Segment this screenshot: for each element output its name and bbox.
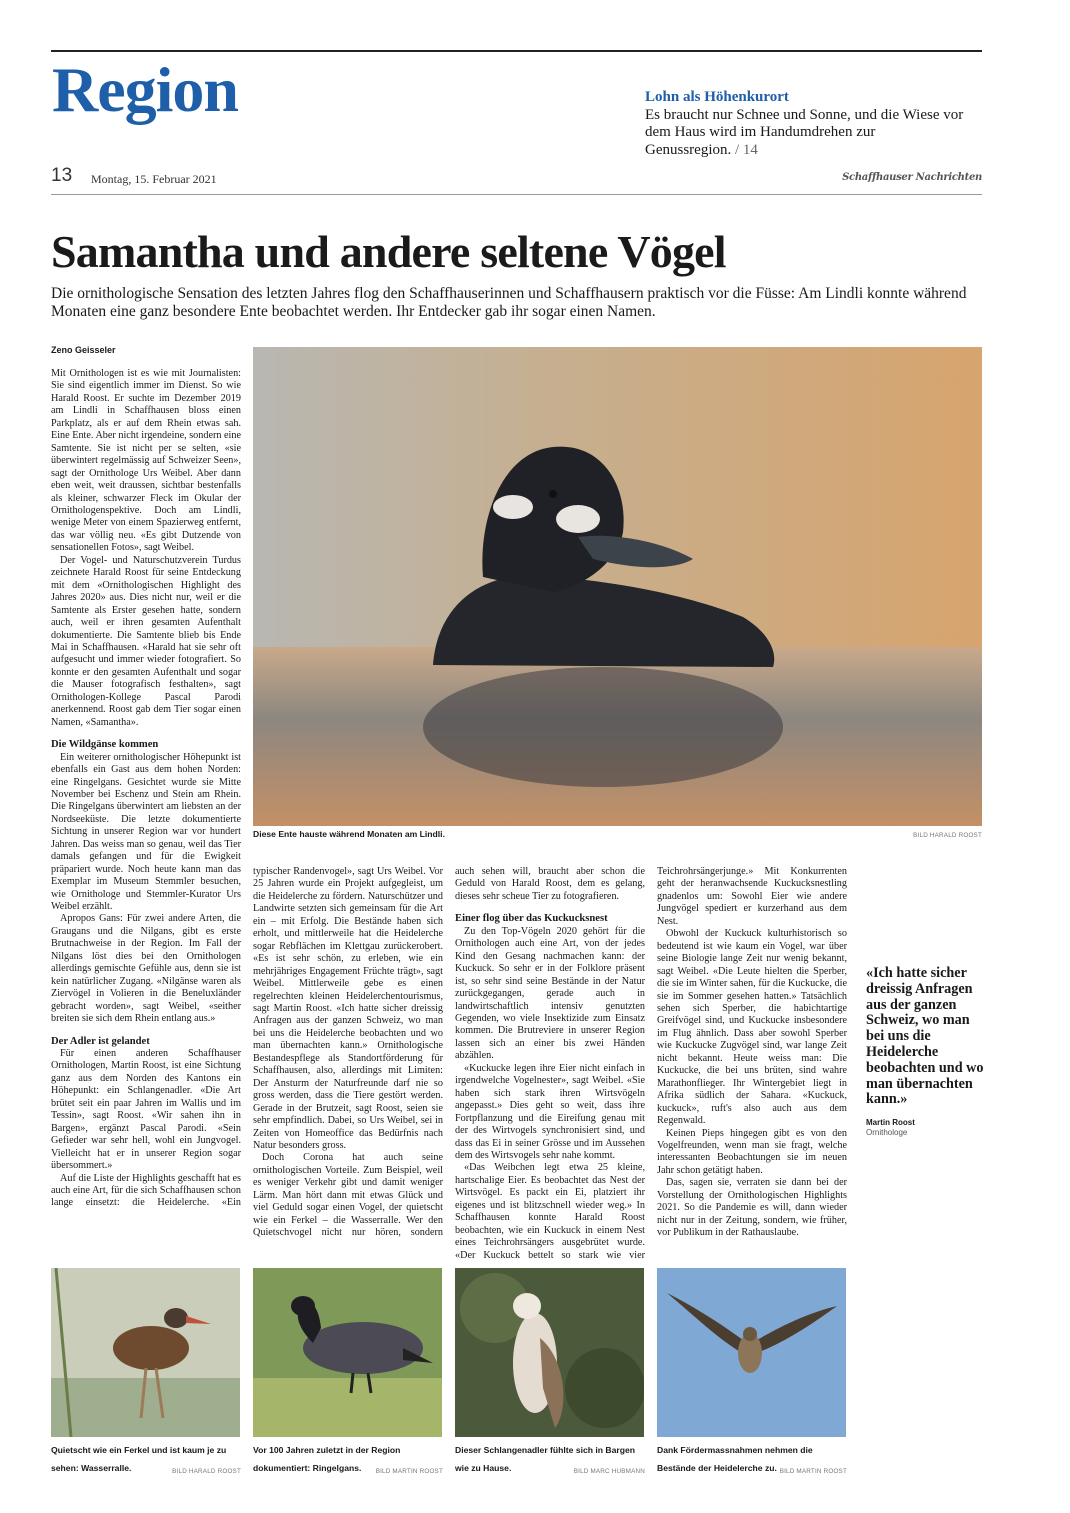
teaser-text: Es braucht nur Schnee und Sonne, und die Wiese vor dem Haus wird im Handumdrehen zur Genussregion. bbox=[645, 106, 964, 158]
paragraph: auch sehen will, braucht aber schon die Geduld von Harald Roost, dem es gelang, dieses sehr scheue Tier zu fotografieren. bbox=[455, 866, 645, 902]
caption-text: Quietscht wie ein Ferkel und ist kaum je zu sehen: Wasserralle. bbox=[51, 1445, 227, 1473]
byline: Zeno Geisseler bbox=[51, 345, 116, 355]
teaser-kicker: Lohn als Höhenkurort bbox=[645, 89, 789, 105]
article-column-1 bbox=[51, 368, 241, 1210]
paragraph: Mit Ornithologen ist es wie mit Journalisten: Sie sind eigentlich immer im Dienst. So wie Harald Roost. Er suchte im Dezember 2019 am Lindli in Schaffhausen bloss einen Parkplatz, als er auf dem Rhein etwas sah. Eine Ente. Aber nicht irgendeine, sondern eine Samtente. Sie ist nicht per se selten, «sie überwintert regelmässig auf Schweizer Seen», sagt der Ornithologe Urs Weibel. Aber dann eben weit, weit draussen, sichtbar bestenfalls als kleiner, schwarzer Fleck im Okular der Ornithologenspektive. Doch am Lindli, wenige Meter von einem Spazierweg entfernt, das war völlig neu. «Es gibt Dutzende von sensationellen Fotos», sagt Weibel. bbox=[51, 368, 241, 554]
article-column-4 bbox=[657, 866, 847, 1240]
photo-short-toed-eagle bbox=[455, 1268, 644, 1437]
main-photo-velvet-scoter bbox=[253, 347, 982, 826]
caption-text: Vor 100 Jahren zuletzt in der Region dokumentiert: Ringelgans. bbox=[253, 1445, 401, 1473]
paragraph: Ein weiterer ornithologischer Höhepunkt ist ebenfalls ein Gast aus dem hohen Norden: eine Ringelgans. Gesichtet wurde sie Mitte November bei Eschenz und Stein am Rhein. Die Ringelgans überwintert am liebsten an der Nordseeküste. Die letzte dokumentierte Sichtung in unserer Region war vor hundert Jahren. Das weiss man so genau, weil das Tier damals gefangen und für die Ewigkeit präpariert wurde. Noch heute kann man das Exemplar im Museum Stemmler besuchen, wie Ornithologe und Stemmler-Kurator Urs Weibel erzählt. bbox=[51, 751, 241, 913]
paragraph: Keinen Pieps hingegen gibt es von den Vogelfreunden, wenn man sie fragt, welche interessanten Beobachtungen sie im neuen Jahr schon getätigt haben. bbox=[657, 1127, 847, 1176]
pull-quote: «Ich hatte sicher dreissig Anfragen aus der ganzen Schweiz, wo man bei uns die Heidelerche beobachten und wo man übernachten kann.» bbox=[866, 965, 984, 1108]
photo-credit: BILD MARTIN ROOST bbox=[375, 1468, 443, 1475]
pull-quote-author: Martin Roost bbox=[866, 1118, 915, 1127]
paragraph: Auf die Liste der Highlights geschafft hat es auch eine Art, für die sich Schaffhausen schon lange einsetzt: die Heidelerche. «Ein bbox=[51, 1172, 241, 1209]
teaser[interactable] bbox=[645, 89, 965, 159]
issue-date: Montag, 15. Februar 2021 bbox=[91, 172, 217, 186]
photo-brent-goose bbox=[253, 1268, 442, 1437]
photo-credit: BILD MARC HUBMANN bbox=[573, 1468, 645, 1475]
paragraph: Das, sagen sie, verraten sie dann bei der Vorstellung der Ornithologischen Highlights 2021. So die Pandemie es will, dann wieder nicht nur in der Zeitung, sondern, wie früher, vor Publikum in der Rathauslaube. bbox=[657, 1177, 847, 1239]
caption-text: Dieser Schlangenadler fühlte sich in Bargen wie zu Hause. bbox=[455, 1445, 636, 1473]
small-photo-caption bbox=[455, 1440, 645, 1476]
photo-credit: BILD MARTIN ROOST bbox=[779, 1468, 847, 1475]
paragraph: Teichrohrsängerjunge.» Mit Konkurrenten geht der heranwachsende Kuckucksnestling gnadenlos um: Sowohl Eier wie andere Jungvögel spediert er kurzerhand aus dem Nest. bbox=[657, 866, 847, 927]
paragraph: Für einen anderen Schaffhauser Ornithologen, Martin Roost, ist eine Sichtung ganz aus dem Norden des Kantons ein Höhepunkt: ein Schlangenadler. «Die Art brütet seit ein paar Jahren im Wallis und im Tessin», sagt Roost. «Wir sahen ihn in Bargen», ergänzt Pascal Parodi. «Sein Gefieder war sehr hell, wohl ein Jungvogel. Vielleicht hat er in unserer Region sogar übersommert.» bbox=[51, 1048, 241, 1172]
newspaper-masthead: Schaffhauser Nachrichten bbox=[842, 172, 982, 183]
photo-woodlark bbox=[657, 1268, 846, 1437]
article-column-2 bbox=[253, 866, 443, 1240]
small-photo-caption bbox=[51, 1440, 241, 1476]
teaser-page-ref: / 14 bbox=[735, 141, 758, 158]
photo-credit: BILD HARALD ROOST bbox=[172, 1468, 241, 1475]
main-photo-credit: BILD HARALD ROOST bbox=[913, 832, 982, 839]
caption-text: Dank Fördermassnahmen nehmen die Bestände der Heidelerche zu. bbox=[657, 1445, 813, 1473]
article-lead: Die ornithologische Sensation des letzten Jahres flog den Schaffhauserinnen und Schaffhausern praktisch vor die Füsse: Am Lindli konnte während Monaten eine ganz besondere Ente beobachtet werden. Ihr Entdecker gab ihr sogar einen Namen. bbox=[51, 285, 967, 320]
paragraph: Zu den Top-Vögeln 2020 gehört für die Ornithologen auch eine Art, von der jedes Kind den Gesang nachmachen kann: der Kuckuck. So sehr er in der Folklore präsent ist, so sehr sind seine Bestände in der Natur zurückgegangen, gerade auch in landwirtschaftlich intensiv genutzten Gegenden, wo viele Insektizide zum Einsatz kommen. Die Brutreviere in unserer Region lassen sich an einer bis zwei Händen abzählen. bbox=[455, 925, 645, 1062]
main-photo-caption: Diese Ente hauste während Monaten am Lindli. bbox=[253, 829, 445, 839]
article-column-3 bbox=[455, 866, 645, 1262]
paragraph: Obwohl der Kuckuck kulturhistorisch so bedeutend ist wie kaum ein Vogel, war über seine Biologie lange Zeit nur wenig bekannt, sagt Weibel. «Die Leute hielten die Sperber, die sie im Winter sahen, für die Kuckucke, die sie im Sommer gesehen hatten.» Tatsächlich sehen sich Sperber, die habichtartige Greifvögel sind, und Kuckucke insbesondere im Flug ähnlich. Dass aber sowohl Sperber wie Kuckucke Zugvögel sind, war lange Zeit nicht bekannt. Heute weiss man: Die Kuckucke, die bei uns brüten, sind wahre Marathonflieger. Ihr Wintergebiet liegt in Afrika südlich der Sahara. «Kuckuck, kuckuck», ruft's also auch aus dem Regenwald. bbox=[657, 928, 847, 1127]
section-title: Region bbox=[52, 54, 238, 125]
page-number: 13 bbox=[51, 165, 73, 186]
photo-water-rail bbox=[51, 1268, 240, 1437]
article-headline: Samantha und andere seltene Vögel bbox=[51, 226, 726, 277]
small-photo-caption bbox=[657, 1440, 847, 1476]
paragraph: «Das Weibchen legt etwa 25 kleine, hartschalige Eier. Es beobachtet das Nest der Wirtsvögel. Es packt ein Ei, platziert ihr eigenes und ist blitzschnell wieder weg.» In Schaffhausen konnte Harald Roost beobachten, wie ein Kuckuck in einem Nest eines Teichrohrsängers ausgebrütet wurde. «Der Kuckuck bettelt so stark wie vier bbox=[455, 1162, 645, 1261]
paragraph: Der Vogel- und Naturschutzverein Turdus zeichnete Harald Roost für seine Entdeckung mit dem «Ornithologischen Highlight des Jahres 2020» aus. Dies nicht nur, weil er die Samtente als Erster gesehen hatte, sondern auch, weil er ihren gesamten Aufenthalt dokumentierte. Die Samtente blieb bis Ende Mai in Schaffhausen. «Harald hat sie sehr oft aufgesucht und immer wieder fotografiert. So konnte er den gesamten Aufenthalt und sogar die Mauser fotografisch festhalten», sagt Ornithologen-Kollege Pascal Parodi anerkennend. Roost gab dem Tier sogar einen Namen, «Samantha». bbox=[51, 554, 241, 728]
paragraph: Apropos Gans: Für zwei andere Arten, die Graugans und die Nilgans, gibt es erste Brutnachweise in der Region. Im Fall der Nilgans löst dies bei den Ornithologen allerdings gemischte Gefühle aus, denn sie ist kein natürlicher Zugang. «Nilgänse waren als Ziervögel in Volieren in die Beneluxländer gebracht worden», sagt Weibel, «seither breiten sie sich dem Rhein entlang aus.» bbox=[51, 913, 241, 1025]
small-photo-caption bbox=[253, 1440, 443, 1476]
pull-quote-role: Ornithologe bbox=[866, 1128, 908, 1137]
paragraph: typischer Randenvogel», sagt Urs Weibel. Vor 25 Jahren wurde ein Projekt aufgegleist, um die Heidelerche zu fördern. Naturschützer und Landwirte setzten sich gemeinsam für die Art ein – mit Erfolg. Die Bestände haben sich erholt, und mittlerweile hat die Heidelerche sogar Rebflächen im Klettgau zurückerobert. «Es ist sehr schön, zu erleben, wie ein mehrjähriges Engagement Früchte trägt», sagt Weibel. Mittlerweile gebe es einen regelrechten kleinen Heidelerchentourismus, sagt Martin Roost. «Ich hatte sicher dreissig Anfragen aus der ganzen Schweiz, wo man bei uns die Heidelerche beobachten und wo man übernachten kann.» Ornithologische Bestandespflege als Standortförderung für Schaffhausen, also, allerdings mit Limiten: Der Ansturm der Naturfreunde darf nie so gross werden, dass die Tiere gestört werden. Gerade in der Brutzeit, sagt Roost, seien sie sehr empfindlich. Dabei, so Urs Weibel, sei in Zeiten von Homeoffice das Bedürfnis nach Natur besonders gross. bbox=[253, 866, 443, 1151]
subheading: Die Wildgänse kommen bbox=[51, 739, 159, 751]
paragraph: «Kuckucke legen ihre Eier nicht einfach in irgendwelche Vogelnester», sagt Weibel. «Sie haben sich stark ihren Wirtsvögeln angepasst.» Dies geht so weit, dass ihre Fortpflanzung und die Eireifung genau mit der des Wirtvogels synchronisiert sind, und dass das Ei in seiner Grösse und im Aussehen dem des Wirtsvogels sehr nahe kommt. bbox=[455, 1062, 645, 1161]
header-divider bbox=[51, 194, 982, 195]
subheading: Der Adler ist gelandet bbox=[51, 1035, 150, 1047]
paragraph: Doch Corona hat auch seine ornithologischen Vorteile. Zum Beispiel, weil es weniger Verkehr gibt und damit weniger Lärm. Man hört dann mit etwas Glück und viel Geduld sogar einen Vogel, der quietscht wie ein Ferkel – die Wasserralle. Wer den Quietschvogel nicht nur hören, sondern bbox=[253, 1152, 443, 1239]
subheading: Einer flog über das Kuckucksnest bbox=[455, 913, 608, 925]
